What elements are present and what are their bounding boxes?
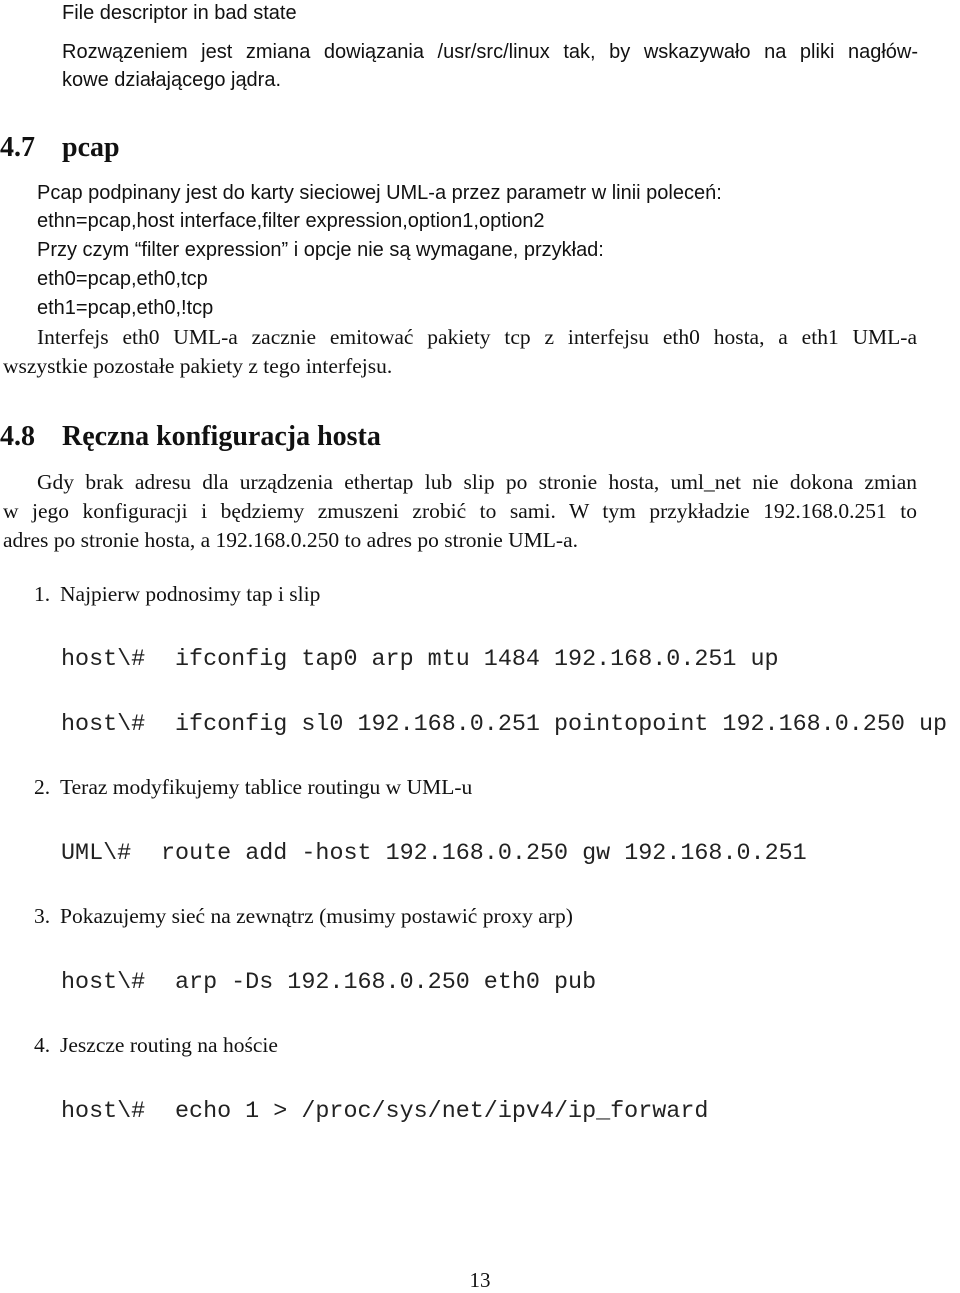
- pcap-line-2: ethn=pcap,host interface,filter expression,option1,option2: [37, 210, 545, 232]
- manual-para-line-2: w jego konfiguracji i będziemy zmuszeni zrobić to sami. W tym przykładzie 192.168.0.251 to: [3, 499, 917, 523]
- code-line: [61, 649, 779, 672]
- shell-prompt: host\#: [61, 970, 146, 996]
- shell-prompt: host\#: [61, 1099, 146, 1125]
- list-item-text: Jeszcze routing na hoście: [60, 1033, 278, 1057]
- page-number: 13: [469, 1268, 491, 1292]
- list-item-number: 3.: [34, 904, 51, 928]
- pcap-line-6: Interfejs eth0 UML-a zacznie emitować pakiety tcp z interfejsu eth0 hosta, a eth1 UML-a: [37, 325, 917, 349]
- list-item: [34, 906, 573, 928]
- list-item-number: 1.: [34, 582, 51, 606]
- shell-command: ifconfig tap0 arp mtu 1484 192.168.0.251 up: [175, 647, 779, 673]
- shell-command: route add -host 192.168.0.250 gw 192.168.0.251: [161, 841, 807, 867]
- list-item: [34, 777, 472, 799]
- shell-command: echo 1 > /proc/sys/net/ipv4/ip_forward: [175, 1099, 709, 1125]
- list-item-text: Pokazujemy sieć na zewnątrz (musimy postawić proxy arp): [60, 904, 573, 928]
- pcap-line-3: Przy czym “filter expression” i opcje nie są wymagane, przykład:: [37, 239, 604, 261]
- pcap-line-7: wszystkie pozostałe pakiety z tego interfejsu.: [3, 354, 393, 378]
- list-item: [34, 1035, 278, 1057]
- shell-command: ifconfig sl0 192.168.0.251 pointopoint 192.168.0.250 up: [175, 712, 948, 738]
- pcap-line-1: Pcap podpinany jest do karty sieciowej UML-a przez parametr w linii poleceń:: [37, 182, 722, 204]
- list-item-text: Najpierw podnosimy tap i slip: [60, 582, 321, 606]
- solution-paragraph-line-2: kowe działającego jądra.: [62, 69, 282, 91]
- section-number: 4.8: [0, 421, 35, 452]
- section-number: 4.7: [0, 132, 35, 163]
- section-title: Ręczna konfiguracja hosta: [62, 421, 381, 452]
- manual-para-line-1: Gdy brak adresu dla urządzenia ethertap lub slip po stronie hosta, uml_net nie dokona zmian: [37, 470, 917, 494]
- shell-prompt: UML\#: [61, 841, 132, 867]
- code-line: [61, 972, 596, 995]
- shell-command: arp -Ds 192.168.0.250 eth0 pub: [175, 970, 597, 996]
- code-line: [61, 714, 947, 737]
- error-message-line: File descriptor in bad state: [62, 2, 297, 24]
- code-line: [61, 1101, 708, 1124]
- shell-prompt: host\#: [61, 712, 146, 738]
- list-item-number: 2.: [34, 775, 51, 799]
- shell-prompt: host\#: [61, 647, 146, 673]
- list-item: [34, 584, 320, 606]
- section-heading-manual-config: [0, 423, 381, 451]
- section-heading-pcap: [0, 134, 120, 162]
- pcap-line-4: eth0=pcap,eth0,tcp: [37, 268, 208, 290]
- section-title: pcap: [62, 132, 120, 163]
- solution-paragraph-line-1: Rozwązeniem jest zmiana dowiązania /usr/src/linux tak, by wskazywało na pliki nagłów-: [62, 41, 918, 63]
- manual-para-line-3: adres po stronie hosta, a 192.168.0.250 to adres po stronie UML-a.: [3, 528, 579, 552]
- list-item-text: Teraz modyfikujemy tablice routingu w UML-u: [60, 775, 473, 799]
- list-item-number: 4.: [34, 1033, 51, 1057]
- code-line: [61, 843, 807, 866]
- pcap-line-5: eth1=pcap,eth0,!tcp: [37, 297, 214, 319]
